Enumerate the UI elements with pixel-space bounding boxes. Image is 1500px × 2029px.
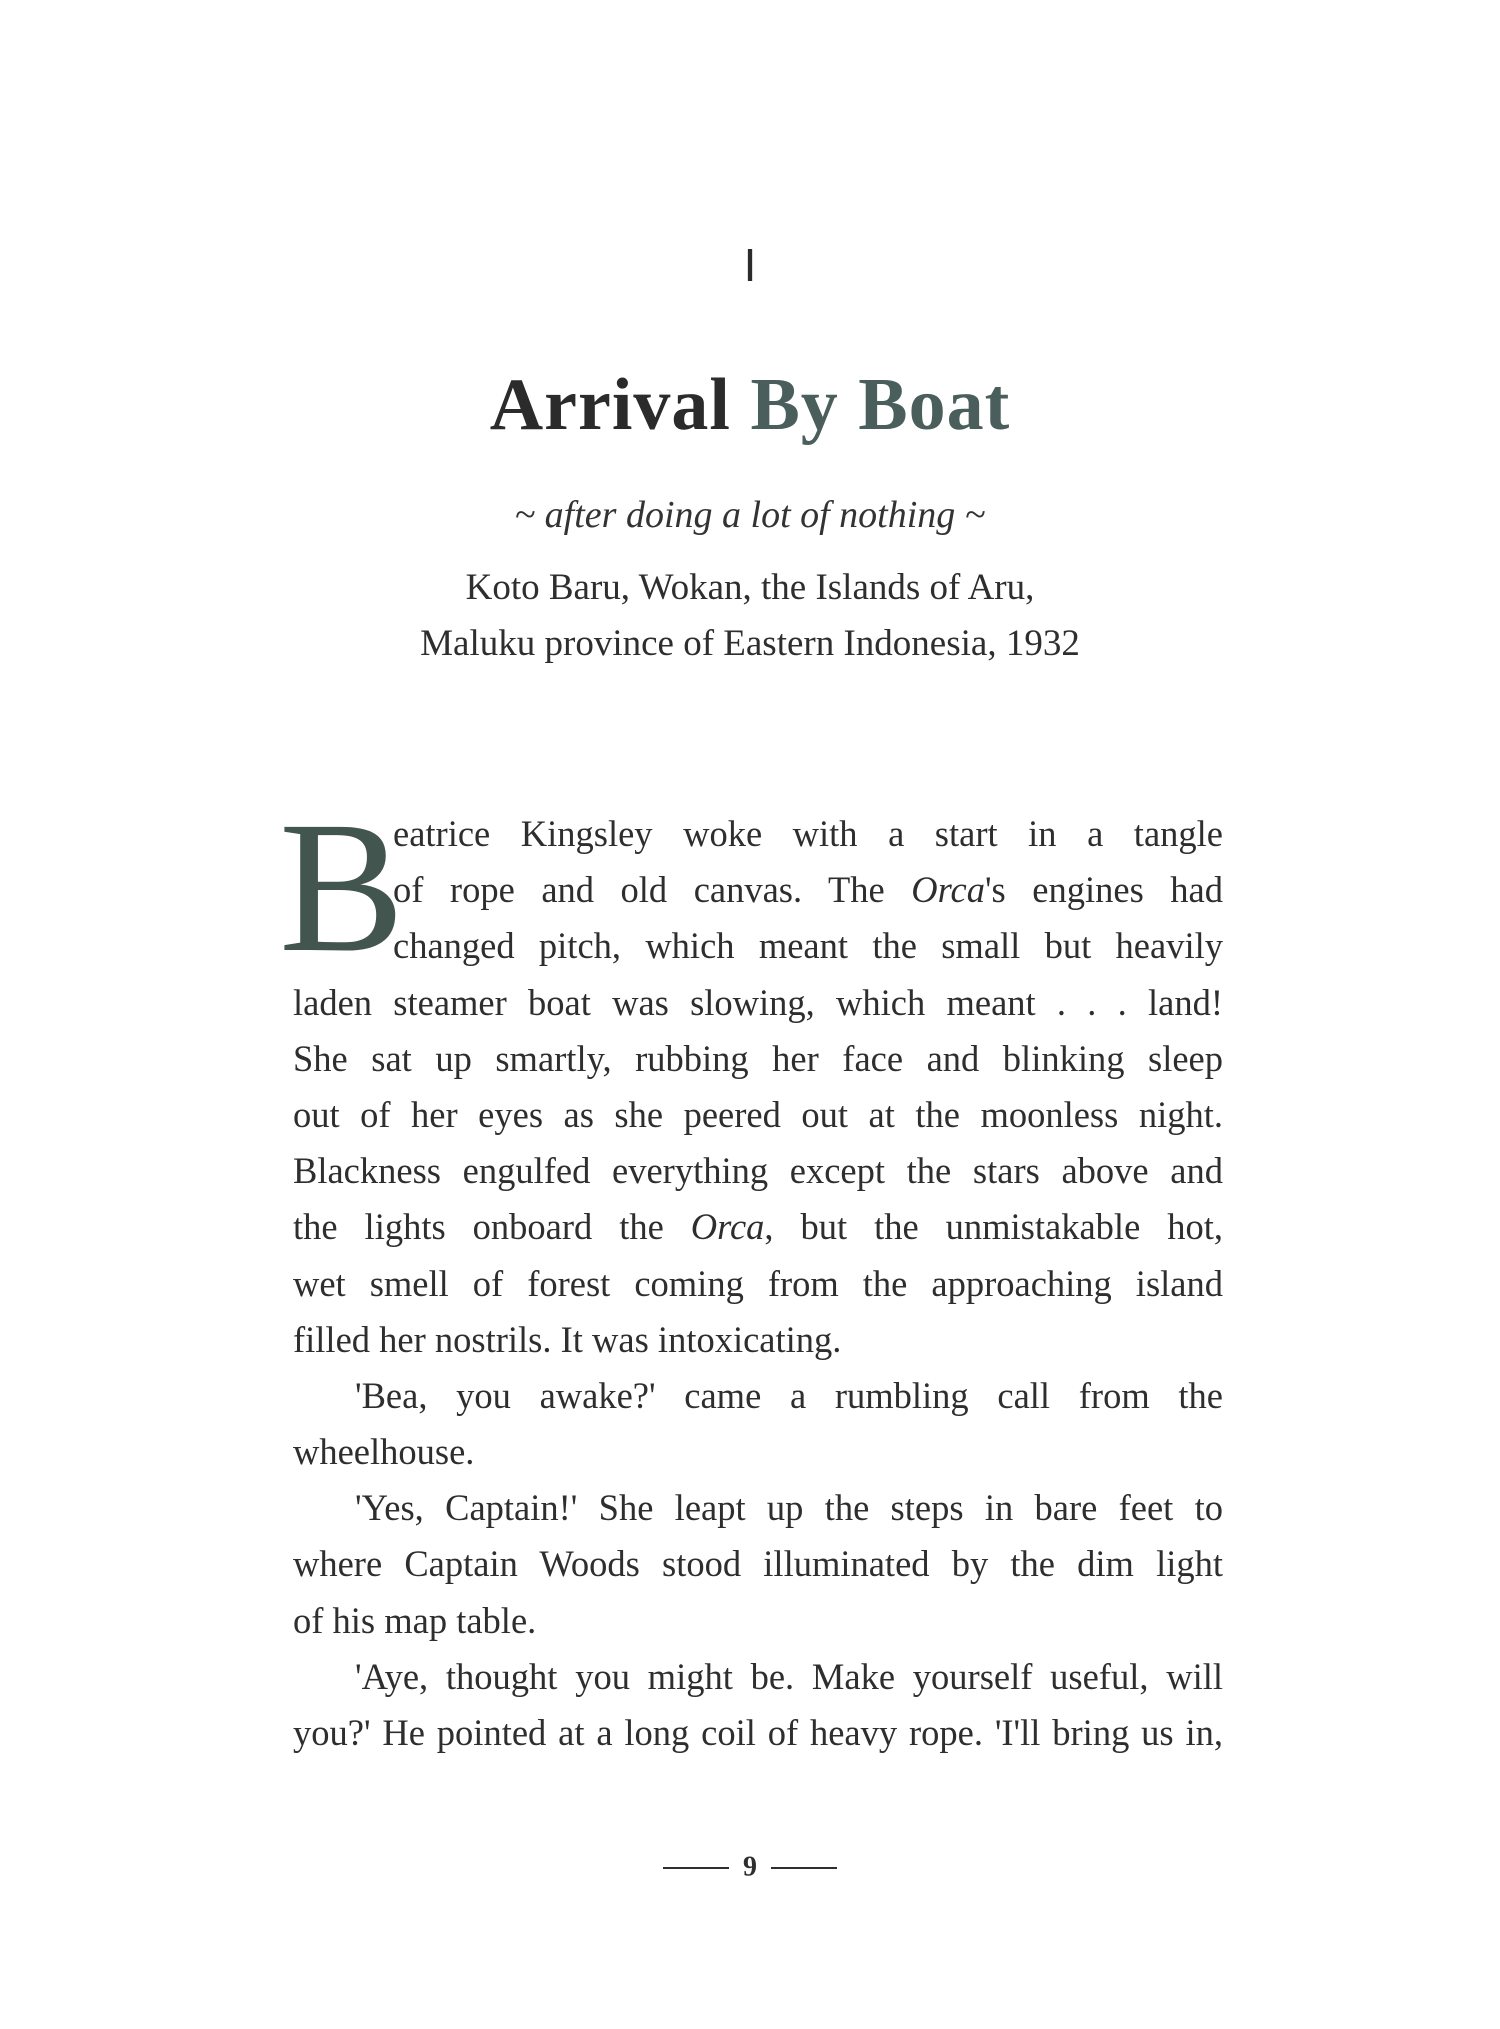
chapter-title xyxy=(0,360,1500,450)
body-text xyxy=(279,782,1224,1761)
folio-rule-right xyxy=(771,1867,837,1869)
body-line: where Captain Woods stood illuminated by the dim light xyxy=(293,1543,1223,1585)
body-line: you?' He pointed at a long coil of heavy rope. 'I'll bring us in, xyxy=(293,1712,1223,1753)
folio-rule-left xyxy=(663,1867,729,1869)
page-number: 9 xyxy=(743,1851,757,1883)
body-line: of his map table. xyxy=(293,1599,537,1641)
ship-name: Orca xyxy=(690,1206,765,1248)
body-line: 'Aye, thought you might be. Make yourself useful, will xyxy=(355,1655,1223,1697)
body-line: wet smell of forest coming from the approaching island xyxy=(293,1262,1223,1304)
body-line: the lights onboard the Orca, but the unmistakable hot, xyxy=(293,1206,1223,1248)
body-line: laden steamer boat was slowing, which meant . . . land! xyxy=(293,981,1223,1023)
body-line: changed pitch, which meant the small but heavily xyxy=(393,925,1223,967)
chapter-location xyxy=(0,560,1500,672)
drop-cap: B xyxy=(279,782,405,991)
chapter-number: I xyxy=(743,239,757,291)
chapter-title-part1: Arrival xyxy=(489,364,751,446)
body-line: eatrice Kingsley woke with a start in a tangle xyxy=(393,813,1223,854)
body-line: out of her eyes as she peered out at the moonless night. xyxy=(293,1093,1223,1135)
location-line-1: Koto Baru, Wokan, the Islands of Aru, xyxy=(465,567,1035,608)
body-line: of rope and old canvas. The Orca's engines had xyxy=(393,869,1224,911)
body-line: 'Yes, Captain!' She leapt up the steps in bare feet to xyxy=(355,1487,1223,1529)
body-line: Blackness engulfed everything except the stars above and xyxy=(293,1150,1223,1192)
location-line-2: Maluku province of Eastern Indonesia, 1932 xyxy=(420,623,1080,664)
chapter-subtitle: ~ after doing a lot of nothing ~ xyxy=(514,494,986,536)
ship-name: Orca xyxy=(911,869,985,911)
page-folio xyxy=(0,1848,1500,1886)
body-line: 'Bea, you awake?' came a rumbling call from the xyxy=(355,1374,1223,1416)
body-line: wheelhouse. xyxy=(293,1431,475,1473)
chapter-title-part2: By Boat xyxy=(750,364,1011,446)
body-line: filled her nostrils. It was intoxicating. xyxy=(293,1318,842,1360)
body-line: She sat up smartly, rubbing her face and blinking sleep xyxy=(293,1037,1223,1079)
